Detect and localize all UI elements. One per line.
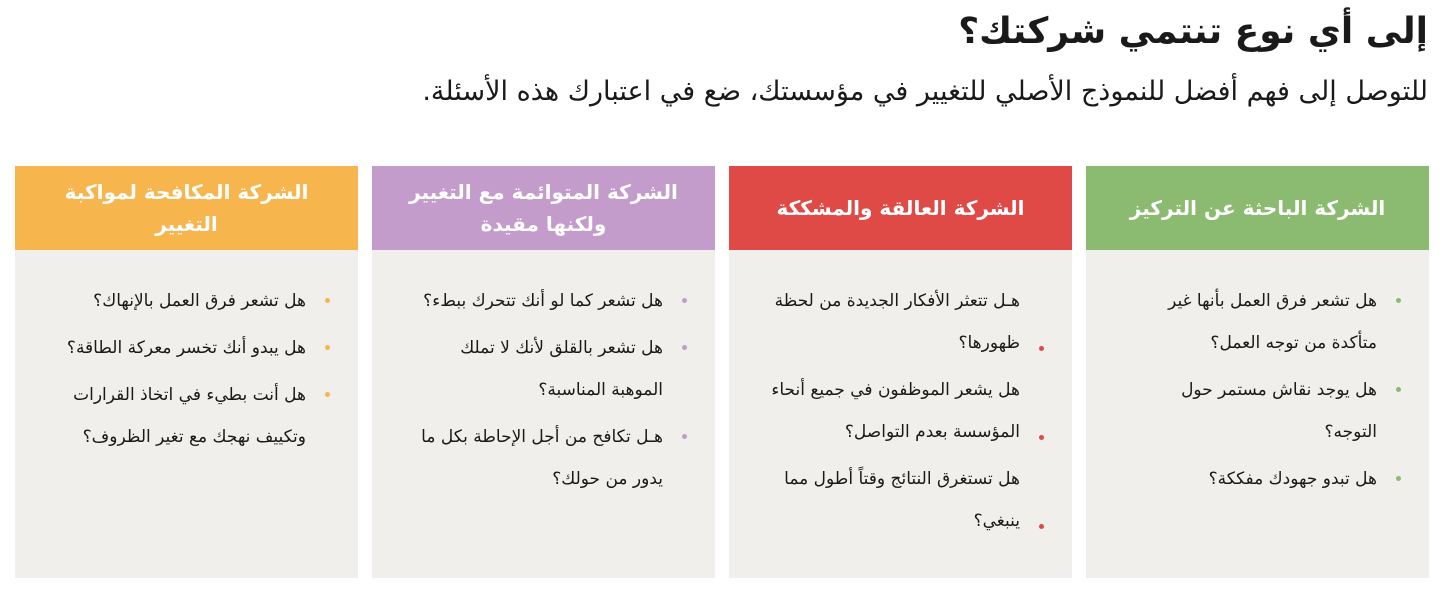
question-item [769,280,1046,364]
question-item [412,280,689,322]
question-list [55,280,332,458]
card-body [15,250,358,578]
bullet-dot-icon [682,434,687,439]
question-item [412,327,689,411]
company-type-cards [15,166,1429,578]
question-item [55,374,332,458]
card-stuck-skeptical [729,166,1072,578]
question-text: هل تستغرق النتائج وقتاً أطول مما ينبغي؟ [784,469,1020,531]
bullet-dot-icon [1396,387,1401,392]
card-header: الشركة المتوائمة مع التغيير ولكنها مقيدة [372,166,715,250]
bullet-dot-icon [325,392,330,397]
question-item [55,280,332,322]
card-struggling-to-keep-up [15,166,358,578]
question-item [1126,369,1403,453]
bullet-dot-icon [1396,298,1401,303]
page-title: إلى أي نوع تنتمي شركتك؟ [958,11,1428,52]
question-item [1126,280,1403,364]
question-list [769,280,1046,542]
bullet-dot-icon [325,345,330,350]
bullet-dot-icon [682,298,687,303]
question-text: هل يشعر الموظفون في جميع أنحاء المؤسسة بعدم التواصل؟ [771,380,1020,442]
question-text: هل تشعر فرق العمل بالإنهاك؟ [93,291,306,311]
bullet-dot-icon [682,345,687,350]
question-text: هل يبدو أنك تخسر معركة الطاقة؟ [66,338,306,358]
page-subtitle: للتوصل إلى فهم أفضل للنموذج الأصلي للتغيير في مؤسستك، ضع في اعتبارك هذه الأسئلة. [422,76,1428,107]
question-text: هل تشعر بالقلق لأنك لا تملك الموهبة المناسبة؟ [460,338,663,400]
question-text: هل يوجد نقاش مستمر حول التوجه؟ [1181,380,1377,442]
question-item [769,369,1046,453]
bullet-dot-icon [1396,476,1401,481]
bullet-dot-icon [325,298,330,303]
card-body [372,250,715,578]
question-text: هـل تكافح من أجل الإحاطة بكل ما يدور من حولك؟ [421,427,663,489]
question-list [1126,280,1403,500]
question-item [769,458,1046,542]
question-text: هل تشعر فرق العمل بأنها غير متأكدة من توجه العمل؟ [1168,291,1377,353]
card-body [729,250,1072,578]
question-list [412,280,689,500]
card-header: الشركة الباحثة عن التركيز [1086,166,1429,250]
question-item [55,327,332,369]
question-item [412,416,689,500]
card-focus-seeking [1086,166,1429,578]
bullet-dot-icon [1039,524,1044,529]
bullet-dot-icon [1039,435,1044,440]
question-text: هـل تتعثر الأفكار الجديدة من لحظة ظهورها؟ [774,291,1020,353]
question-item [1126,458,1403,500]
question-text: هل تشعر كما لو أنك تتحرك ببطء؟ [423,291,663,311]
card-header: الشركة العالقة والمشككة [729,166,1072,250]
question-text: هل تبدو جهودك مفككة؟ [1208,469,1377,489]
card-header: الشركة المكافحة لمواكبة التغيير [15,166,358,250]
question-text: هل أنت بطيء في اتخاذ القرارات وتكييف نهجك مع تغير الظروف؟ [73,385,306,447]
card-body [1086,250,1429,578]
card-aligned-constrained [372,166,715,578]
bullet-dot-icon [1039,346,1044,351]
